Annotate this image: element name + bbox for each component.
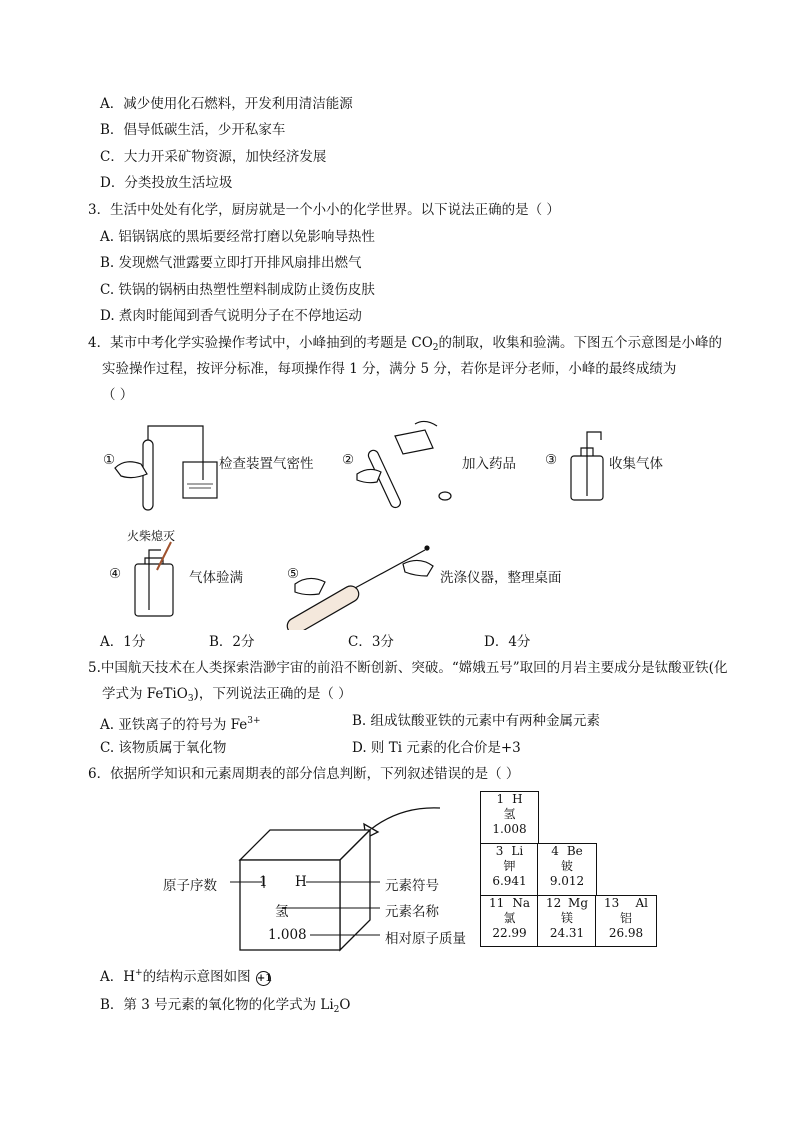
- legend-cube-name: 氢: [275, 904, 289, 920]
- q2-option-c: C．大力开采矿物资源，加快经济发展: [100, 149, 327, 165]
- gas-bottle-4: [135, 564, 173, 616]
- q4-option-c: C．3分: [348, 634, 394, 650]
- beaker: [183, 462, 217, 498]
- curved-arrow: [370, 808, 440, 830]
- q4-option-b: B．2分: [209, 634, 255, 650]
- gas-tube: [587, 432, 601, 496]
- step-2-number: ②: [342, 452, 355, 468]
- legend-cube-number: 1: [259, 874, 268, 890]
- q2-option-d: D．分类投放生活垃圾: [100, 175, 233, 191]
- step-4-number: ④: [109, 566, 122, 582]
- element-cell-mg: 12 Mg 镁 24.31: [537, 895, 597, 947]
- legend-mass: 相对原子质量: [385, 931, 466, 947]
- step-5-label: 洗涤仪器，整理桌面: [440, 570, 562, 586]
- q2-option-b: B．倡导低碳生活，少开私家车: [100, 122, 286, 138]
- q4-option-d: D．4分: [484, 634, 531, 650]
- q4-stem: 4．某市中考化学实验操作考试中，小峰抽到的考题是 $CO_2$的制取，收集和验满。下图五个示意图是小峰的: [88, 335, 723, 353]
- q6-stem: 6．依据所学知识和元素周期表的部分信息判断，下列叙述错误的是（ ）: [88, 766, 520, 782]
- q3-option-d: D. 煮肉时能闻到香气说明分子在不停地运动: [100, 308, 362, 324]
- legend-symbol: 元素符号: [385, 878, 439, 894]
- reagent-bottle: [395, 430, 433, 454]
- element-cell-li: 3 Li 钾 6.941: [480, 843, 539, 897]
- step-3-number: ③: [545, 452, 558, 468]
- gas-tube-4: [149, 550, 161, 610]
- q5-option-d: D. 则 Ti 元素的化合价是+3: [352, 740, 521, 756]
- q5-option-a: A. 亚铁离子的符号为 $Fe^{3+}$: [100, 716, 261, 733]
- element-cell-h: 1 H 氢 1.008: [480, 791, 539, 845]
- match-extinguished-label: 火柴熄灭: [127, 529, 176, 543]
- q4-answer-blank: （ ）: [102, 387, 134, 403]
- hydrogen-ion-structure-icon: +1: [256, 973, 273, 984]
- q5-option-c: C. 该物质属于氧化物: [100, 740, 227, 756]
- legend-cube-symbol: H: [295, 874, 307, 890]
- q3-option-c: C. 铁锅的锅柄由热塑性塑料制成防止烫伤皮肤: [100, 282, 375, 298]
- element-cell-al: 13 Al 铝 26.98: [595, 895, 657, 947]
- step-3-label: 收集气体: [609, 456, 663, 472]
- step-1-number: ①: [103, 452, 116, 468]
- q5-option-b: B. 组成钛酸亚铁的元素中有两种金属元素: [352, 713, 601, 729]
- match: [157, 542, 171, 570]
- q2-option-a: A．减少使用化石燃料，开发利用清洁能源: [100, 96, 353, 112]
- step-4-label: 气体验满: [189, 570, 243, 586]
- step-2-label: 加入药品: [462, 456, 516, 472]
- delivery-tube: [148, 426, 203, 480]
- q3-stem: 3．生活中处处有化学，厨房就是一个小小的化学世界。以下说法正确的是（ ）: [88, 202, 560, 218]
- stopper: [439, 492, 451, 500]
- legend-atomic-number: 原子序数: [163, 878, 217, 894]
- element-cell-be: 4 Be 铍 9.012: [537, 843, 597, 897]
- hand: [115, 462, 147, 478]
- q5-stem-line2: 学式为 FeTiO$_3$)，下列说法正确的是（ ）: [102, 686, 352, 704]
- step-5-number: ⑤: [287, 566, 300, 582]
- q4-stem-line2: 实验操作过程，按评分标准，每项操作得 1 分，满分 5 分，若你是评分老师，小峰的最终成绩为: [102, 361, 677, 377]
- q3-option-a: A. 铝锅锅底的黑垢要经常打磨以免影响导热性: [100, 229, 375, 245]
- q4-option-a: A．1分: [100, 634, 146, 650]
- step-1-label: 检查装置气密性: [219, 456, 314, 472]
- q4-figure-row2: [95, 540, 475, 630]
- legend-name: 元素名称: [385, 904, 439, 920]
- q6-option-b: B．第 3 号元素的氧化物的化学式为 $Li_2O$: [100, 997, 351, 1015]
- q3-option-b: B. 发现燃气泄露要立即打开排风扇排出燃气: [100, 255, 362, 271]
- element-cell-na: 11 Na 氯 22.99: [480, 895, 539, 947]
- q4-figure-row1: [95, 418, 695, 518]
- q5-stem-line1: 5.中国航天技术在人类探索浩渺宇宙的前沿不断创新、突破。“嫦娥五号”取回的月岩主要成分是钛酸亚铁(化: [88, 660, 728, 676]
- q6-option-a: A．H+的结构示意图如图 +1: [100, 968, 273, 985]
- legend-cube-mass: 1.008: [268, 927, 307, 943]
